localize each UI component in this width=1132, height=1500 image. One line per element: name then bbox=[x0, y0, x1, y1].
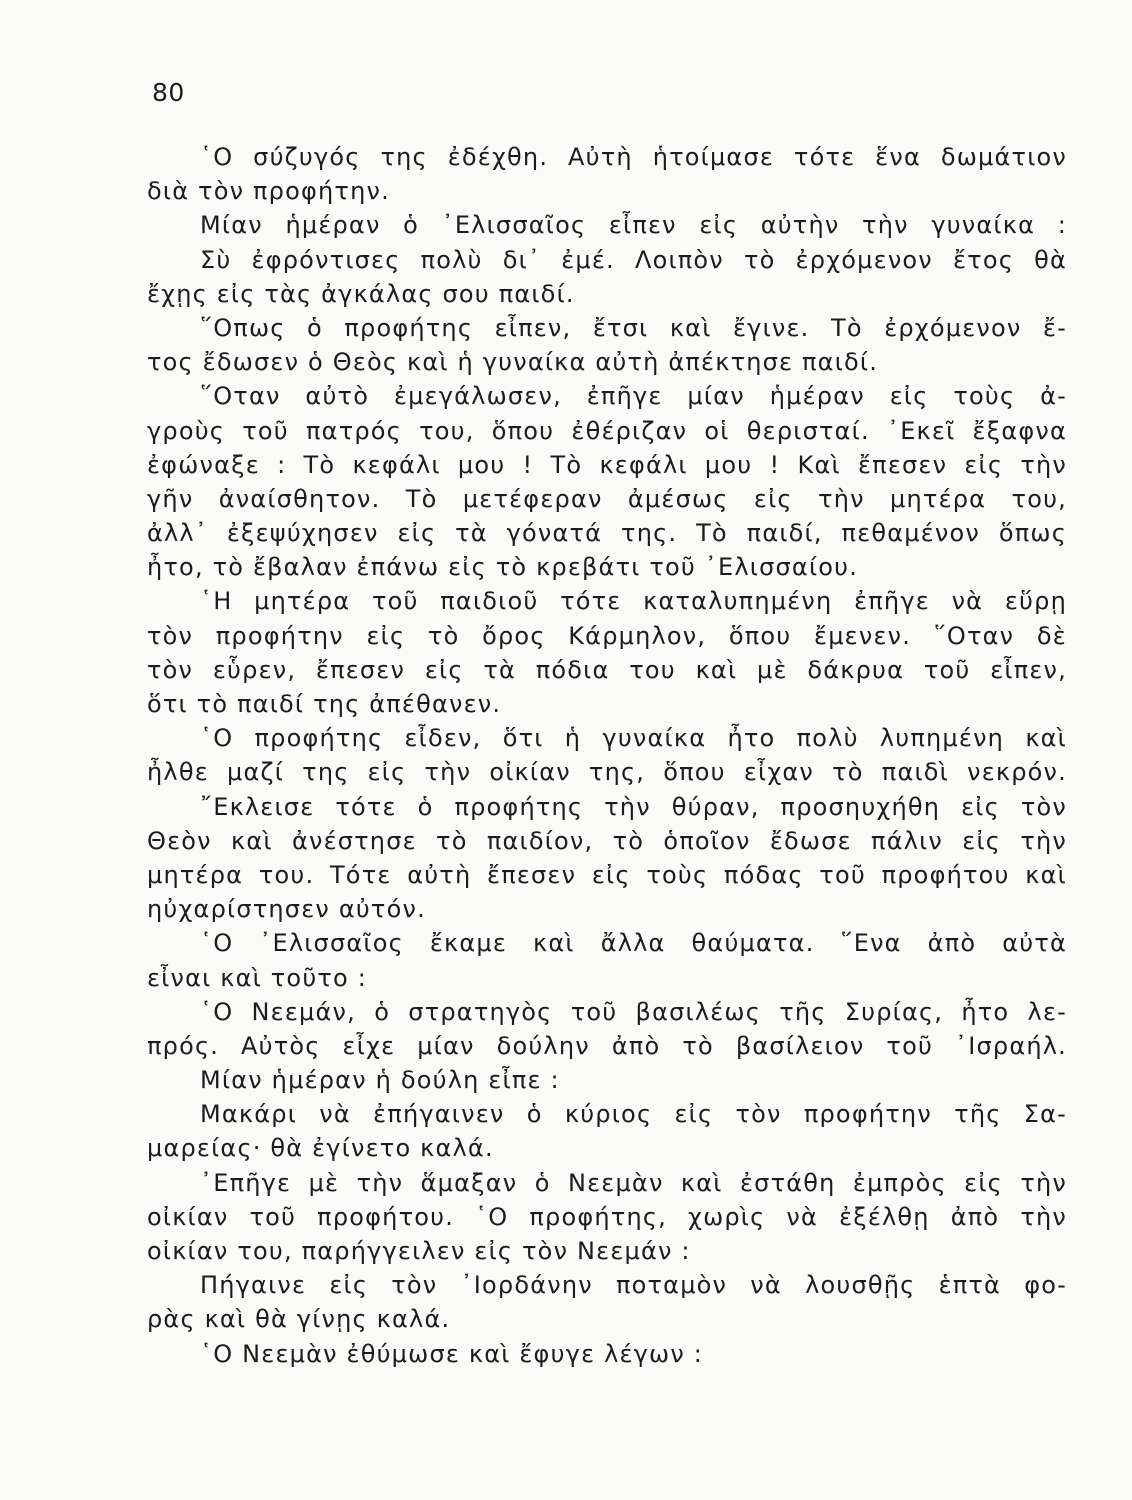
text-line: ἦτο, τὸ ἔβαλαν ἐπάνω εἰς τὸ κρεβάτι τοῦ ᾽Ελισσαίου. bbox=[147, 553, 859, 582]
text-line: Θεὸν καὶ ἀνέστησε τὸ παιδίον, τὸ ὁποῖον ἔδωσε πάλιν εἰς τὴν bbox=[147, 826, 1067, 855]
text-line: γροὺς τοῦ πατρός του, ὅπου ἐθέριζαν οἱ θερισταί. ᾽Εκεῖ ἔξαφνα bbox=[147, 416, 1067, 445]
text-line: τὸν προφήτην εἰς τὸ ὄρος Κάρμηλον, ὅπου ἔμενεν. ῞Οταν δὲ bbox=[147, 621, 1067, 650]
text-line: ῾Ο Νεεμὰν ἐθύμωσε καὶ ἔφυγε λέγων : bbox=[200, 1339, 704, 1368]
text-line: ῎Εκλεισε τότε ὁ προφήτης τὴν θύραν, προσηυχήθη εἰς τὸν bbox=[200, 792, 1067, 821]
text-line: γῆν ἀναίσθητον. Τὸ μετέφεραν ἀμέσως εἰς τὴν μητέρα του, bbox=[147, 484, 1067, 513]
text-line: ῾Η μητέρα τοῦ παιδιοῦ τότε καταλυπημένη ἐπῆγε νὰ εὕρῃ bbox=[200, 587, 1067, 616]
text-line: ῾Ο ᾽Ελισσαῖος ἔκαμε καὶ ἄλλα θαύματα. ῞Ενα ἀπὸ αὐτὰ bbox=[200, 929, 1067, 958]
text-line: Μίαν ἡμέραν ἡ δούλη εἶπε : bbox=[200, 1066, 560, 1095]
text-line: Πήγαινε εἰς τὸν ᾽Ιορδάνην ποταμὸν νὰ λουσθῇς ἑπτὰ φο- bbox=[200, 1271, 1067, 1300]
text-line: διὰ τὸν προφήτην. bbox=[147, 177, 390, 206]
text-line: τος ἔδωσεν ὁ Θεὸς καὶ ἡ γυναίκα αὐτὴ ἀπέκτησε παιδί. bbox=[147, 348, 879, 377]
text-line: Μακάρι νὰ ἐπήγαινεν ὁ κύριος εἰς τὸν προφήτην τῆς Σα- bbox=[200, 1100, 1067, 1129]
text-line: τὸν εὗρεν, ἔπεσεν εἰς τὰ πόδια του καὶ μὲ δάκρυα τοῦ εἶπεν, bbox=[147, 655, 1067, 684]
text-line: οἰκίαν τοῦ προφήτου. ῾Ο προφήτης, χωρὶς νὰ ἐξέλθῃ ἀπὸ τὴν bbox=[147, 1202, 1067, 1231]
page-number: 80 bbox=[152, 78, 185, 107]
text-line: ἦλθε μαζί της εἰς τὴν οἰκίαν της, ὅπου εἶχαν τὸ παιδὶ νεκρόν. bbox=[147, 758, 1067, 787]
text-line: ἔχῃς εἰς τὰς ἀγκάλας σου παιδί. bbox=[147, 279, 575, 308]
text-line: Σὺ ἐφρόντισες πολὺ δι᾽ ἐμέ. Λοιπὸν τὸ ἐρχόμενον ἔτος θὰ bbox=[200, 245, 1067, 274]
body-text bbox=[147, 140, 1067, 1371]
text-line: οἰκίαν του, παρήγγειλεν εἰς τὸν Νεεμάν : bbox=[147, 1237, 691, 1265]
text-line: εἶναι καὶ τοῦτο : bbox=[147, 963, 368, 992]
text-line: ηὐχαρίστησεν αὐτόν. bbox=[147, 895, 426, 924]
text-line: Μίαν ἡμέραν ὁ ᾽Ελισσαῖος εἶπεν εἰς αὐτὴν τὴν γυναίκα : bbox=[200, 211, 1067, 240]
text-line: μητέρα του. Τότε αὐτὴ ἔπεσεν εἰς τοὺς πόδας τοῦ προφήτου καὶ bbox=[147, 860, 1067, 889]
text-line: πρός. Αὐτὸς εἶχε μίαν δούλην ἀπὸ τὸ βασίλειον τοῦ ᾽Ισραήλ. bbox=[147, 1031, 1067, 1060]
text-line: ὅτι τὸ παιδί της ἀπέθανεν. bbox=[147, 690, 502, 718]
text-line: μαρείας· θὰ ἐγίνετο καλά. bbox=[147, 1134, 494, 1163]
text-line: ῞Οπως ὁ προφήτης εἶπεν, ἔτσι καὶ ἔγινε. Τὸ ἐρχόμενον ἔ- bbox=[200, 313, 1067, 342]
text-line: ἀλλ᾽ ἐξεψύχησεν εἰς τὰ γόνατά της. Τὸ παιδί, πεθαμένον ὅπως bbox=[147, 519, 1067, 548]
text-line: ῞Οταν αὐτὸ ἐμεγάλωσεν, ἐπῆγε μίαν ἡμέραν εἰς τοὺς ἀ- bbox=[200, 382, 1067, 411]
text-line: ἐφώναξε : Τὸ κεφάλι μου ! Τὸ κεφάλι μου ! Καὶ ἔπεσεν εἰς τὴν bbox=[147, 450, 1067, 479]
text-line: ῾Ο σύζυγός της ἐδέχθη. Αὐτὴ ἡτοίμασε τότε ἕνα δωμάτιον bbox=[200, 143, 1067, 171]
text-line: ρὰς καὶ θὰ γίνῃς καλά. bbox=[147, 1305, 451, 1334]
text-line: ῾Ο Νεεμάν, ὁ στρατηγὸς τοῦ βασιλέως τῆς Συρίας, ἦτο λε- bbox=[200, 997, 1067, 1026]
text-line: ᾽Επῆγε μὲ τὴν ἅμαξαν ὁ Νεεμὰν καὶ ἐστάθη ἐμπρὸς εἰς τὴν bbox=[200, 1168, 1067, 1197]
text-line: ῾Ο προφήτης εἶδεν, ὅτι ἡ γυναίκα ἦτο πολὺ λυπημένη καὶ bbox=[200, 724, 1067, 753]
